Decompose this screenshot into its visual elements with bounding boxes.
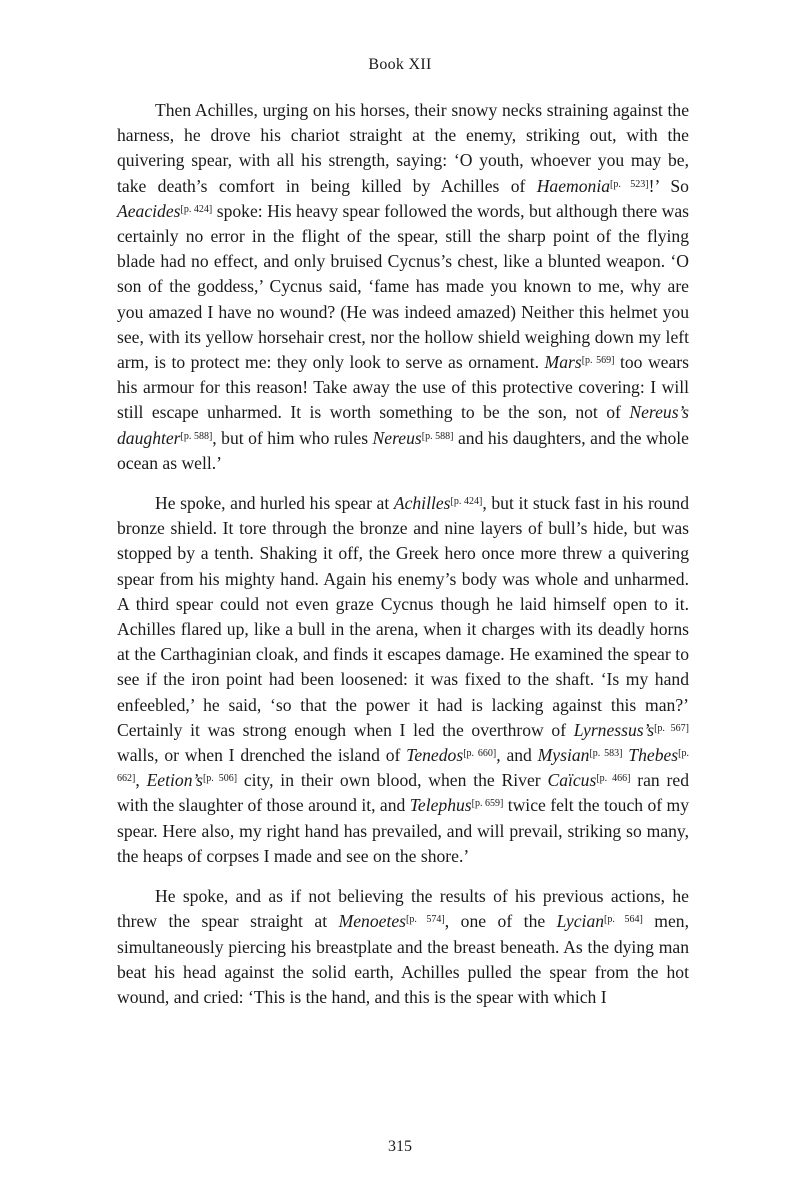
text-run: spoke: His heavy spear followed the words, but although there was certainly no error in the flight of the spear, still the sharp point of the flying blade had no effect, and only bruised Cycnus’s chest, like a blunted weapon. ‘O son of the goddess,’ Cycnus said, ‘fame has made you known to me, why are you amazed I have no wound? (He was indeed amazed) Neither this helmet you see, with its yellow horsehair crest, nor the hollow shield weighing down my left arm, is to protect me: they only look to serve as ornament. xyxy=(117,200,689,373)
text-run: !’ So xyxy=(648,175,689,196)
text-run: twice felt the touch of my spear. Here also, my right hand has prevailed, and will prevail, striking so many, the heaps of corpses I made and see on the shore.’ xyxy=(117,795,689,866)
page-reference[interactable]: [p. 574] xyxy=(406,914,445,926)
text-run: walls, or when I drenched the island of xyxy=(117,745,407,766)
page-reference[interactable]: [p. 659] xyxy=(471,798,504,810)
italic-name: Telephus xyxy=(409,795,472,816)
italic-name: Aeacides xyxy=(117,200,181,221)
italic-name: Lycian xyxy=(556,911,605,932)
page-reference[interactable]: [p. 523] xyxy=(610,178,649,190)
page-reference[interactable]: [p. 588] xyxy=(421,430,454,442)
text-run: and his daughters, and the whole ocean as well.’ xyxy=(117,427,689,473)
text-run: Then Achilles, urging on his horses, their snowy necks straining against the harness, he drove his chariot straight at the enemy, striking out, with the quivering spear, with all his strength, saying: ‘O youth, whoever you may be, take death’s comfort in being killed by Achilles of xyxy=(117,100,689,196)
paragraph-1 xyxy=(117,98,689,476)
italic-name: Thebes xyxy=(628,745,679,766)
text-run: city, in their own blood, when the River xyxy=(237,770,548,791)
page-reference[interactable]: [p. 583] xyxy=(589,748,623,760)
page-reference[interactable]: [p. 564] xyxy=(604,914,643,926)
text-run: ran red with the slaughter of those around it, and xyxy=(117,770,689,816)
page-body xyxy=(117,98,689,1025)
italic-name: Menoetes xyxy=(338,911,407,932)
paragraph-3 xyxy=(117,884,689,1010)
page-reference[interactable]: [p. 567] xyxy=(654,722,690,734)
text-run: too wears his armour for this reason! Take away the use of this protective covering: I will still escape unharmed. It is worth something to be the son, not of xyxy=(117,352,689,423)
italic-name: Haemonia xyxy=(536,175,611,196)
page-reference[interactable]: [p. 660] xyxy=(463,748,497,760)
italic-name: Tenedos xyxy=(406,745,464,766)
text-run: , one of the xyxy=(444,911,557,932)
italic-name: Nereus xyxy=(372,427,422,448)
italic-name: Mars xyxy=(544,352,582,373)
page-reference[interactable]: [p. 424] xyxy=(180,203,213,215)
text-run: He spoke, and as if not believing the results of his previous actions, he threw the spear straight at xyxy=(117,886,689,932)
italic-name: Mysian xyxy=(537,745,590,766)
page-reference[interactable]: [p. 506] xyxy=(202,773,238,785)
text-run: He spoke, and hurled his spear at xyxy=(155,493,394,514)
text-run: men, simultaneously piercing his breastplate and the breast beneath. As the dying man beat his head against the solid earth, Achilles pulled the spear from the hot wound, and cried: ‘This is the hand, and this is the spear with which I xyxy=(117,911,689,1007)
italic-name: Lyrnessus’s xyxy=(573,719,655,740)
page-reference[interactable]: [p. 466] xyxy=(596,773,631,785)
text-run: , xyxy=(135,770,147,791)
page-reference[interactable]: [p. 662] xyxy=(117,748,689,785)
paragraph-2 xyxy=(117,491,689,869)
italic-name: Achilles xyxy=(393,493,451,514)
page-number: 315 xyxy=(388,1138,412,1155)
text-run: , but of him who rules xyxy=(212,427,373,448)
page-reference[interactable]: [p. 424] xyxy=(450,496,483,508)
page-reference[interactable]: [p. 588] xyxy=(180,430,213,442)
italic-name: Caïcus xyxy=(547,770,597,791)
text-run: , and xyxy=(496,745,538,766)
page-reference[interactable]: [p. 569] xyxy=(581,355,615,367)
italic-name: Eetion’s xyxy=(146,770,203,791)
running-header: Book XII xyxy=(368,56,432,73)
italic-name: Nereus’s daughter xyxy=(117,402,689,448)
text-run: , but it stuck fast in his round bronze shield. It tore through the bronze and nine layers of bull’s hide, but was stopped by a tenth. Shaking it off, the Greek hero once more threw a quivering spear from his mighty hand. Again his enemy’s body was whole and unharmed. A third spear could not even graze Cycnus though he laid himself open to it. Achilles flared up, like a bull in the arena, when it charges with its deadly horns at the Carthaginian cloak, and finds it escapes damage. He examined the spear to see if the iron point had been loosened: it was fixed to the shaft. ‘Is my hand enfeebled,’ he said, ‘so that the power it had is lacking against this man?’ Certainly it was strong enough when I led the overthrow of xyxy=(117,493,689,740)
